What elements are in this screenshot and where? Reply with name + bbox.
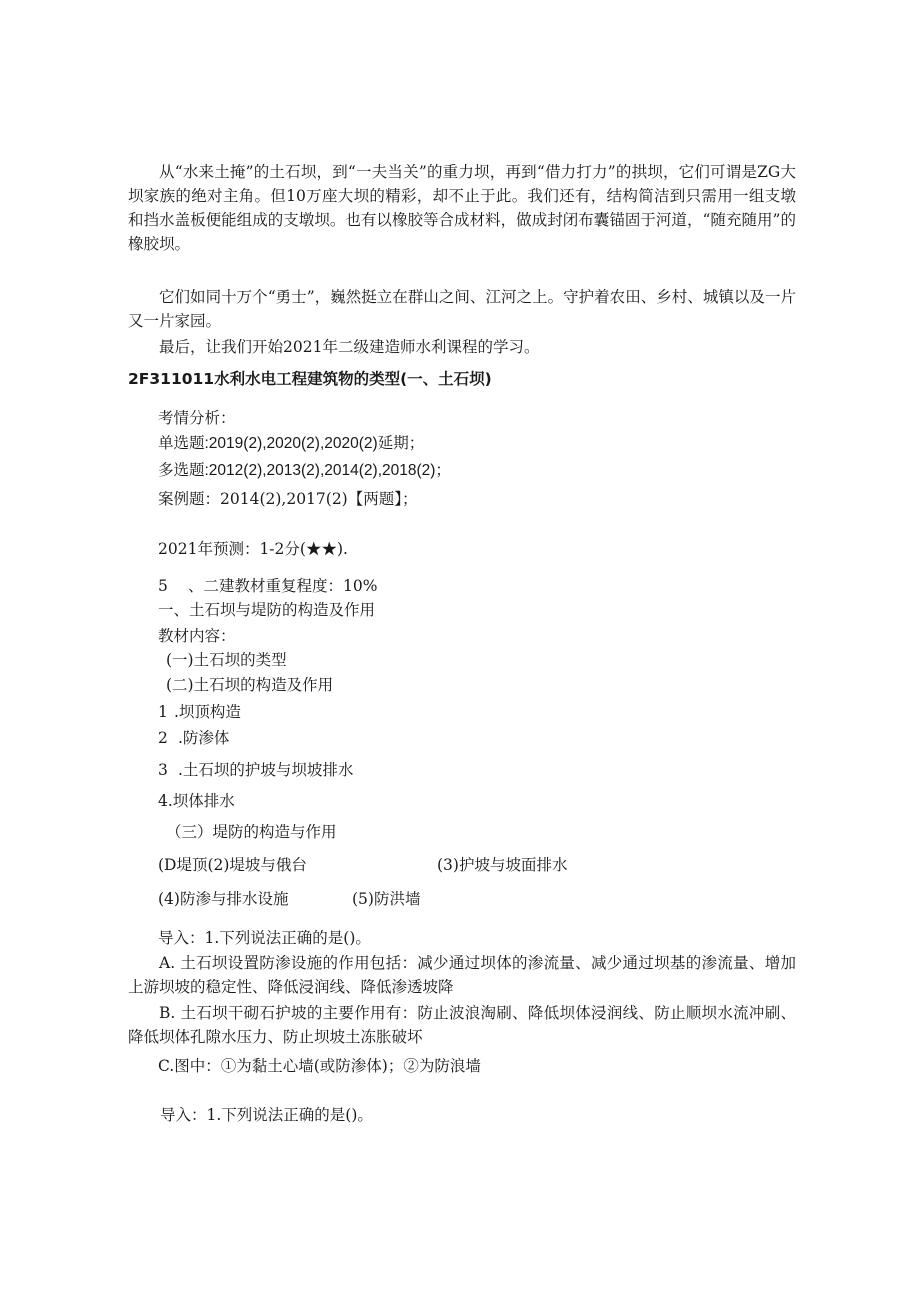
case-stats: 案例题：2014(2),2017(2)【两题】； [158, 490, 418, 508]
numbered-item-2-number: 2 [158, 729, 168, 747]
levee-item-5: (5)防洪墙 [352, 890, 421, 908]
multi-choice-stats: 多选题:2012(2),2013(2),2014(2),2018(2)； [158, 462, 451, 479]
item-dam-structure: (二)土石坝的构造及作用 [166, 676, 334, 694]
repeat-number: 5 [158, 577, 168, 595]
numbered-item-1: .坝顶构造 [174, 703, 241, 721]
item-dam-types: (一)土石坝的类型 [166, 651, 287, 669]
intro-paragraph-1: 从“水来土掩”的土石坝，到“一夫当关”的重力坝，再到“借力打力”的拱坝，它们可谓是ZG大坝家族的绝对主角。但10万座大坝的精彩，却不止于此。我们还有，结构简洁到只需用一组支墩和挡水盖板便能组成的支墩坝。也有以橡胶等合成材料，做成封闭布囊锚固于河道，“随充随用”的橡胶坝。 [128, 163, 796, 253]
levee-item-4: (4)防渗与排水设施 [158, 890, 289, 908]
levee-item-3: (3)护坡与坡面排水 [437, 856, 568, 874]
textbook-content-label: 教材内容： [158, 627, 236, 645]
numbered-item-3: .土石坝的护坡与坝坡排水 [178, 761, 354, 779]
section-title: 2F311011水利水电工程建筑物的类型(一、土石坝) [128, 370, 492, 388]
levee-items-1-2: (D堤顶(2)堤坡与俄台 [158, 856, 307, 874]
intro-paragraph-3: 最后，让我们开始2021年二级建造师水利课程的学习。 [159, 338, 540, 356]
analysis-label: 考情分析： [158, 409, 236, 427]
question-1-option-b: B. 土石坝干砌石护坡的主要作用有：防止波浪淘刷、降低坝体浸润线、防止顺坝水流冲刷、降低坝体孔隙水压力、防止坝坡土冻胀破坏 [128, 1004, 796, 1046]
repeat-degree: 、二建教材重复程度：10% [188, 577, 378, 595]
numbered-item-3-number: 3 [158, 761, 168, 779]
forecast: 2021年预测：1-2分(★★). [158, 540, 348, 558]
question-2-lead: 导入：1.下列说法正确的是()。 [160, 1106, 373, 1124]
question-1-option-c: C.图中：①为黏土心墙(或防渗体)；②为防浪墙 [158, 1057, 481, 1075]
question-1-option-a: A. 土石坝设置防渗设施的作用包括：减少通过坝体的渗流量、减少通过坝基的渗流量、增加上游坝坡的稳定性、降低浸润线、降低渗透坡降 [128, 954, 796, 996]
item-levee-structure: （三）堤防的构造与作用 [166, 823, 337, 841]
numbered-item-1-number: 1 [158, 703, 168, 721]
question-1-lead: 导入：1.下列说法正确的是()。 [158, 929, 371, 947]
subheading-dam-levee: 一、土石坝与堤防的构造及作用 [158, 601, 376, 619]
numbered-item-4: 4.坝体排水 [158, 792, 235, 810]
single-choice-stats: 单选题:2019(2),2020(2),2020(2)延期； [158, 435, 425, 452]
numbered-item-2: .防渗体 [178, 729, 230, 747]
intro-paragraph-2: 它们如同十万个“勇士”，巍然挺立在群山之间、江河之上。守护着农田、乡村、城镇以及一片又一片家园。 [128, 288, 796, 330]
